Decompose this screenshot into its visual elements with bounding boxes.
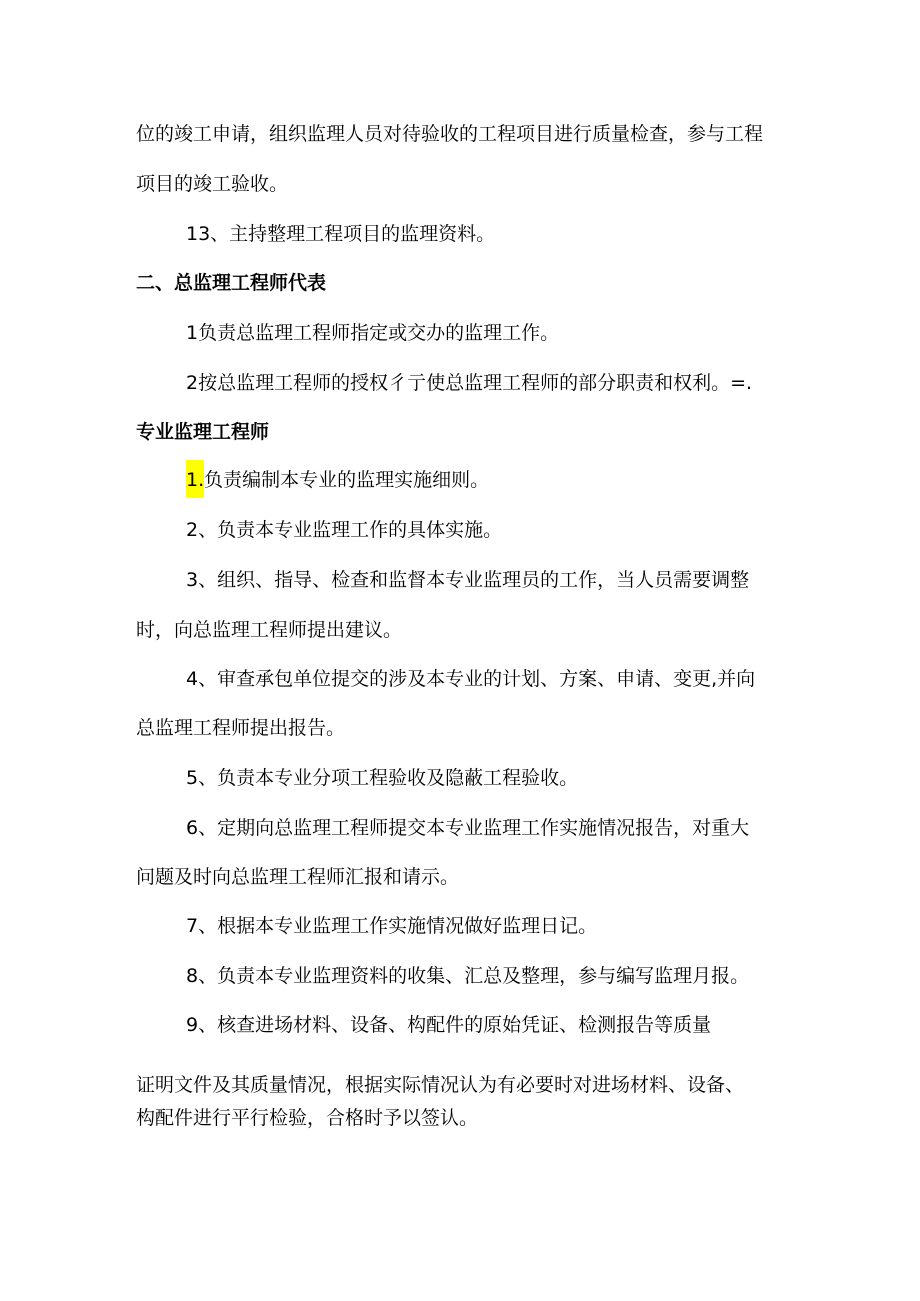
section-heading-specialty-engineer: 专业监理工程师 bbox=[136, 421, 270, 443]
specialty-item-9: 9、核查进场材料、设备、构配件的原始凭证、检测报告等质量 bbox=[186, 1014, 712, 1036]
paragraph-line: 问题及时向总监理工程师汇报和请示。 bbox=[136, 866, 460, 888]
item-13: 13、主持整理工程项目的监理资料。 bbox=[186, 223, 496, 245]
paragraph-line: 总监理工程师提出报告。 bbox=[136, 717, 346, 739]
specialty-item-4: 4、审查承包单位提交的涉及本专业的计划、方案、申请、变更,并向 bbox=[186, 668, 756, 690]
specialty-item-3: 3、组织、指导、检查和监督本专业监理员的工作，当人员需要调整 bbox=[186, 569, 750, 591]
item-text: 负责编制本专业的监理实施细则。 bbox=[204, 469, 490, 491]
specialty-item-6: 6、定期向总监理工程师提交本专业监理工作实施情况报告，对重大 bbox=[186, 817, 750, 839]
specialty-item-2: 2、负责本专业监理工作的具体实施。 bbox=[186, 519, 503, 541]
specialty-item-7: 7、根据本专业监理工作实施情况做好监理日记。 bbox=[186, 915, 598, 937]
paragraph-line: 时，向总监理工程师提出建议。 bbox=[136, 619, 403, 641]
section-heading-deputy-chief: 二、总监理工程师代表 bbox=[136, 272, 327, 294]
specialty-item-8: 8、负责本专业监理资料的收集、汇总及整理，参与编写监理月报。 bbox=[186, 965, 750, 987]
highlighted-number: 1. bbox=[186, 460, 204, 498]
paragraph-line: 构配件进行平行检验，合格时予以签认。 bbox=[136, 1107, 479, 1129]
paragraph-line: 项目的竣工验收。 bbox=[136, 173, 289, 195]
deputy-item-2: 2按总监理工程师的授权彳亍使总监理工程师的部分职责和权利。=. bbox=[186, 372, 753, 394]
paragraph-line: 位的竣工申请，组织监理人员对待验收的工程项目进行质量检查，参与工程 bbox=[136, 123, 764, 145]
paragraph-line: 证明文件及其质量情况，根据实际情况认为有必要时对进场材料、设备、 bbox=[136, 1074, 745, 1096]
deputy-item-1: 1负责总监理工程师指定或交办的监理工作。 bbox=[186, 322, 560, 344]
specialty-item-1 bbox=[186, 468, 489, 492]
specialty-item-5: 5、负责本专业分项工程验收及隐蔽工程验收。 bbox=[186, 767, 579, 789]
